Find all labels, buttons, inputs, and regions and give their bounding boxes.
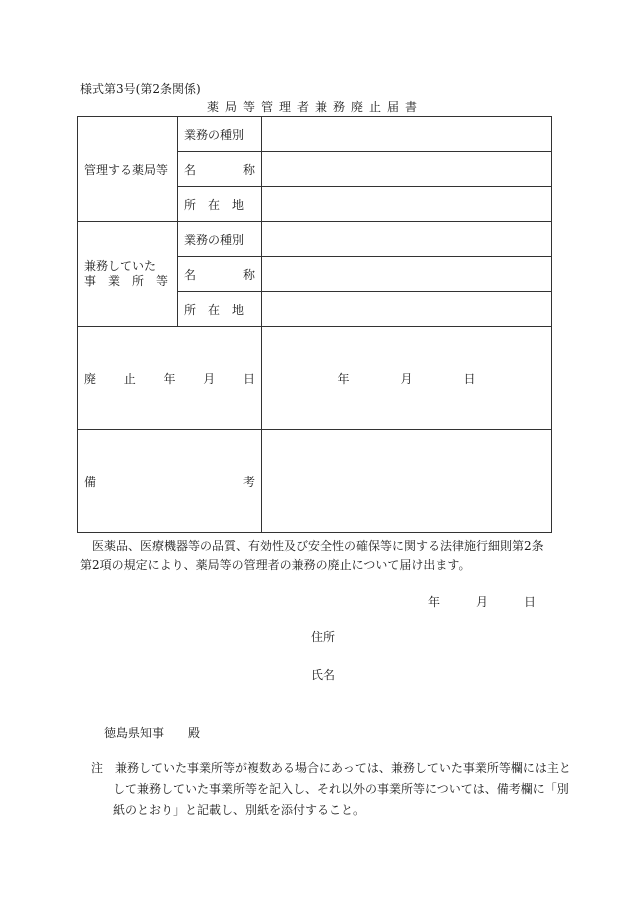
submission-year-label: 年 <box>428 595 441 609</box>
concurrent-name-field[interactable] <box>262 257 552 292</box>
remarks-label <box>78 430 262 533</box>
managed-location-field[interactable] <box>262 187 552 222</box>
managed-business-type-label <box>178 117 262 152</box>
location-label-text: 所 在 地 <box>184 197 245 212</box>
remarks-label-left: 備 <box>84 474 97 489</box>
date-year-label: 年 <box>337 371 350 386</box>
business-type-text: 業務の種別 <box>184 127 245 142</box>
applicant-name-label: 氏名 <box>311 668 336 682</box>
concurrent-location-label <box>178 292 262 327</box>
footnote: 注 兼務していた事業所等が複数ある場合にあっては、兼務していた事業所等欄には主として兼務していた事業所等を記入し、それ以外の事業所等については、備考欄に「別紙のとおり」と記載し、別紙を添付すること。 <box>91 761 571 817</box>
abolition-date-label-text <box>78 370 261 387</box>
applicant-address-label: 住所 <box>311 630 336 644</box>
declaration-text: 医薬品、医療機器等の品質、有効性及び安全性の確保等に関する法律施行細則第2条第2項の規定により、薬局等の管理者の兼務の廃止について届け出ます。 <box>80 539 544 572</box>
location-label-text: 所 在 地 <box>184 302 245 317</box>
abolition-char-3: 年 <box>163 371 176 386</box>
remarks-field[interactable] <box>262 430 552 533</box>
managed-pharmacy-group-label: 管理する薬局等 <box>78 117 178 222</box>
name-label-right: 称 <box>242 267 255 282</box>
notification-form-table <box>77 116 552 533</box>
document-title: 薬局等管理者兼務廃止届書 <box>206 100 423 114</box>
remarks-label-right: 考 <box>242 474 255 489</box>
date-day-label: 日 <box>463 371 476 386</box>
managed-name-label <box>178 152 262 187</box>
name-label-right: 称 <box>242 162 255 177</box>
concurrent-office-group-label <box>78 222 178 327</box>
abolition-char-4: 月 <box>203 371 216 386</box>
addressee-governor: 徳島県知事 殿 <box>104 726 201 740</box>
managed-business-type-field[interactable] <box>262 117 552 152</box>
submission-day-label: 日 <box>524 595 537 609</box>
concurrent-location-field[interactable] <box>262 292 552 327</box>
concurrent-label-line1: 兼務していた <box>84 259 157 273</box>
name-label-left: 名 <box>184 162 197 177</box>
abolition-char-5: 日 <box>242 371 255 386</box>
managed-location-label <box>178 187 262 222</box>
form-number-label: 様式第3号(第2条関係) <box>80 82 201 96</box>
abolition-char-2: 止 <box>123 371 136 386</box>
submission-date[interactable] <box>428 593 536 610</box>
concurrent-name-label <box>178 257 262 292</box>
submission-month-label: 月 <box>476 595 489 609</box>
concurrent-label-line2: 事 業 所 等 <box>84 274 169 288</box>
business-type-text: 業務の種別 <box>184 232 245 247</box>
name-label-left: 名 <box>184 267 197 282</box>
abolition-date-label <box>78 327 262 430</box>
concurrent-business-type-field[interactable] <box>262 222 552 257</box>
date-month-label: 月 <box>400 371 413 386</box>
managed-name-field[interactable] <box>262 152 552 187</box>
abolition-char-1: 廃 <box>84 371 97 386</box>
abolition-date-field[interactable] <box>262 327 552 430</box>
concurrent-business-type-label <box>178 222 262 257</box>
